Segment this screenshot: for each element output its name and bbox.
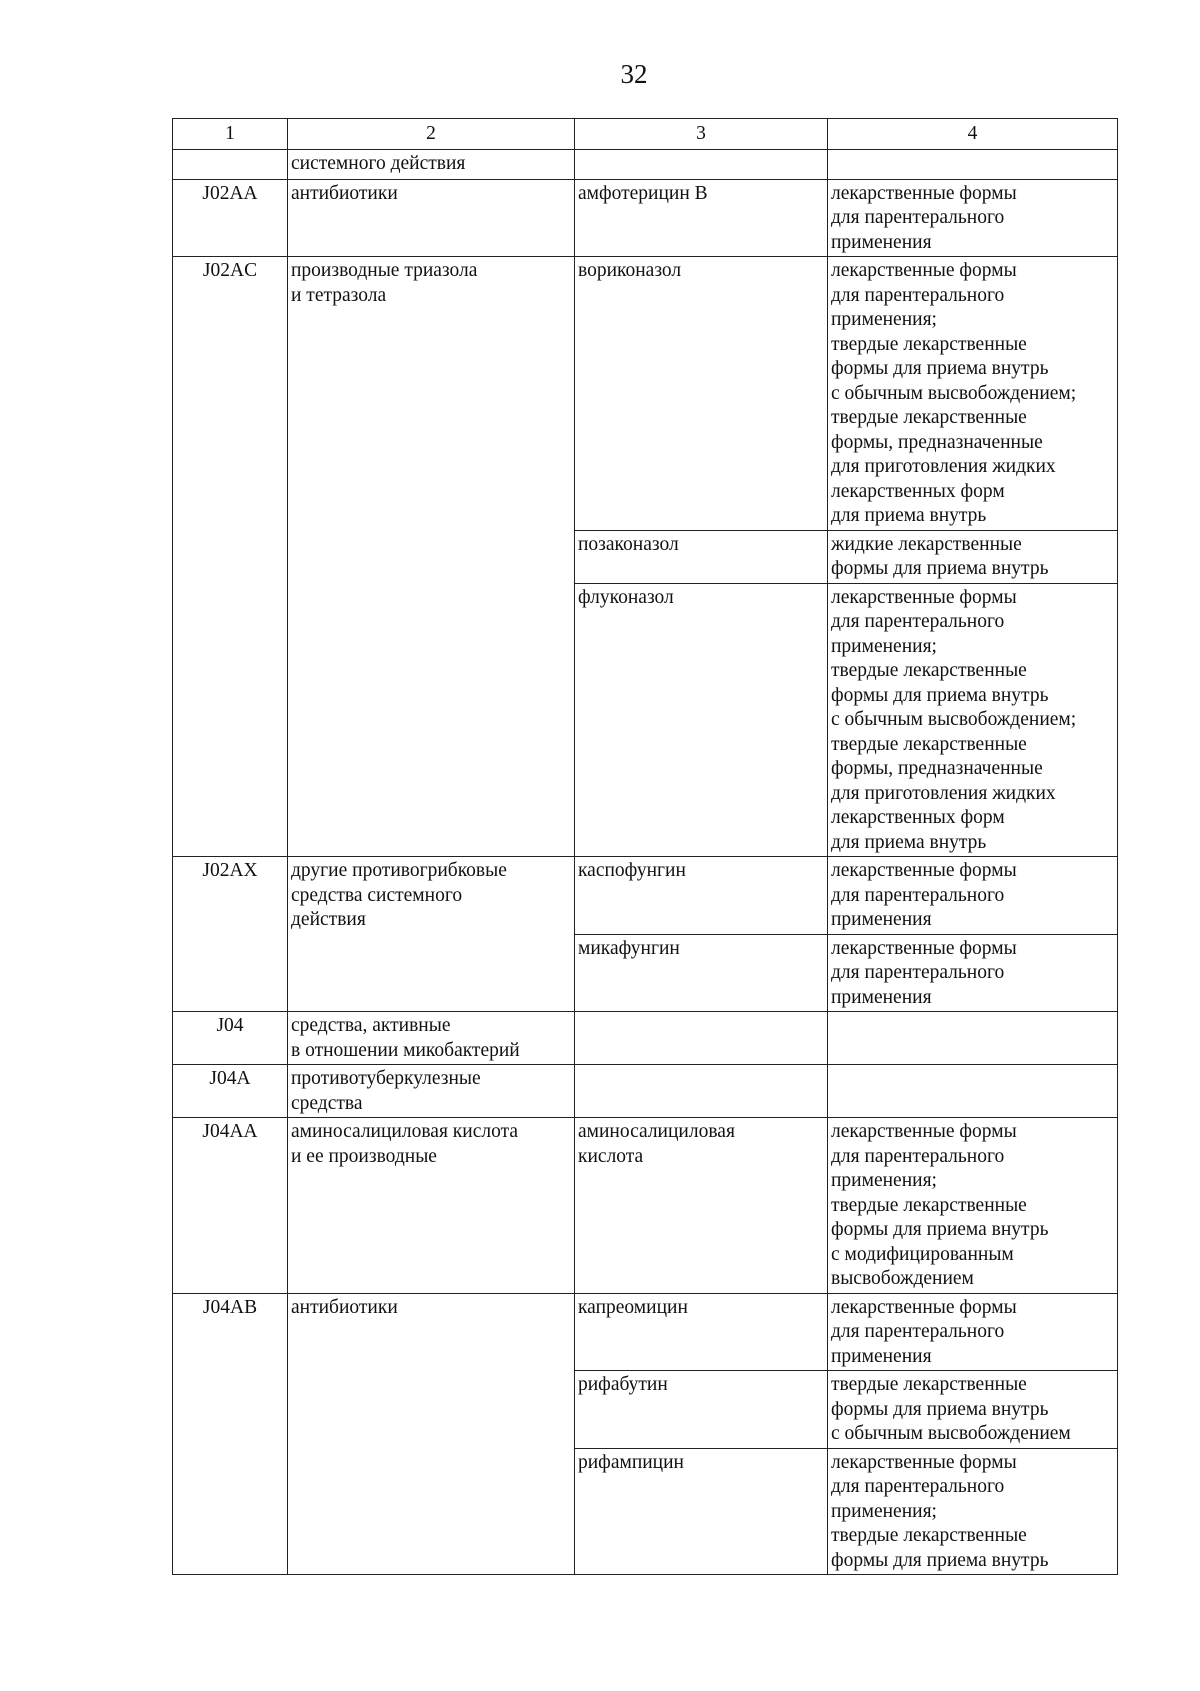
dosage-form-cell (828, 1012, 1118, 1065)
drug-name-cell (575, 1065, 828, 1118)
dosage-form-cell: лекарственные формы для парентерального применения (828, 1293, 1118, 1371)
table-row (173, 179, 1118, 257)
group-name-cell: антибиотики (288, 179, 575, 257)
column-header: 4 (828, 119, 1118, 150)
table-row (173, 1012, 1118, 1065)
drug-name-cell: капреомицин (575, 1293, 828, 1371)
atc-code-cell: J02AC (173, 257, 288, 857)
drug-name-cell (575, 149, 828, 179)
group-name-cell: другие противогрибковые средства системного действия (288, 857, 575, 1012)
group-name-cell: системного действия (288, 149, 575, 179)
drug-name-cell: рифабутин (575, 1371, 828, 1449)
table-row (173, 1065, 1118, 1118)
atc-code-cell: J02AA (173, 179, 288, 257)
dosage-form-cell: лекарственные формы для парентерального применения; твердые лекарственные формы для приема внутрь с модифицированным высвобождением (828, 1118, 1118, 1294)
dosage-form-cell: лекарственные формы для парентерального применения (828, 179, 1118, 257)
drug-name-cell: позаконазол (575, 530, 828, 583)
group-name-cell: производные триазола и тетразола (288, 257, 575, 857)
dosage-form-cell: лекарственные формы для парентерального применения (828, 934, 1118, 1012)
dosage-form-cell: лекарственные формы для парентерального применения (828, 857, 1118, 935)
atc-code-cell: J04A (173, 1065, 288, 1118)
drug-name-cell (575, 1012, 828, 1065)
drug-name-cell: амфотерицин В (575, 179, 828, 257)
group-name-cell: средства, активные в отношении микобактерий (288, 1012, 575, 1065)
group-name-cell: антибиотики (288, 1293, 575, 1575)
table-row (173, 857, 1118, 935)
dosage-form-cell: твердые лекарственные формы для приема внутрь с обычным высвобождением (828, 1371, 1118, 1449)
table-row (173, 149, 1118, 179)
drug-name-cell: каспофунгин (575, 857, 828, 935)
drug-name-cell: аминосалициловая кислота (575, 1118, 828, 1294)
table-row (173, 257, 1118, 531)
atc-code-cell: J04 (173, 1012, 288, 1065)
page-number: 32 (620, 59, 648, 89)
drug-name-cell: вориконазол (575, 257, 828, 531)
group-name-cell: противотуберкулезные средства (288, 1065, 575, 1118)
dosage-form-cell: лекарственные формы для парентерального применения; твердые лекарственные формы для приема внутрь с обычным высвобождением; твердые лекарственные формы, предназначенные для приготовления жидких лекарственных форм для приема внутрь (828, 583, 1118, 857)
drug-name-cell: рифампицин (575, 1448, 828, 1575)
drug-name-cell: флуконазол (575, 583, 828, 857)
atc-code-cell: J04AA (173, 1118, 288, 1294)
column-header: 2 (288, 119, 575, 150)
dosage-form-cell (828, 1065, 1118, 1118)
atc-code-cell: J04AB (173, 1293, 288, 1575)
group-name-cell: аминосалициловая кислота и ее производные (288, 1118, 575, 1294)
dosage-form-cell: лекарственные формы для парентерального применения; твердые лекарственные формы для приема внутрь (828, 1448, 1118, 1575)
dosage-form-cell: жидкие лекарственные формы для приема внутрь (828, 530, 1118, 583)
dosage-form-cell (828, 149, 1118, 179)
table-header-row (173, 119, 1118, 150)
dosage-form-cell: лекарственные формы для парентерального применения; твердые лекарственные формы для приема внутрь с обычным высвобождением; твердые лекарственные формы, предназначенные для приготовления жидких лекарственных форм для приема внутрь (828, 257, 1118, 531)
atc-code-cell (173, 149, 288, 179)
column-header: 3 (575, 119, 828, 150)
drug-name-cell: микафунгин (575, 934, 828, 1012)
table-row (173, 1118, 1118, 1294)
drug-table (172, 118, 1118, 1575)
column-header: 1 (173, 119, 288, 150)
atc-code-cell: J02AX (173, 857, 288, 1012)
table-row (173, 1293, 1118, 1371)
